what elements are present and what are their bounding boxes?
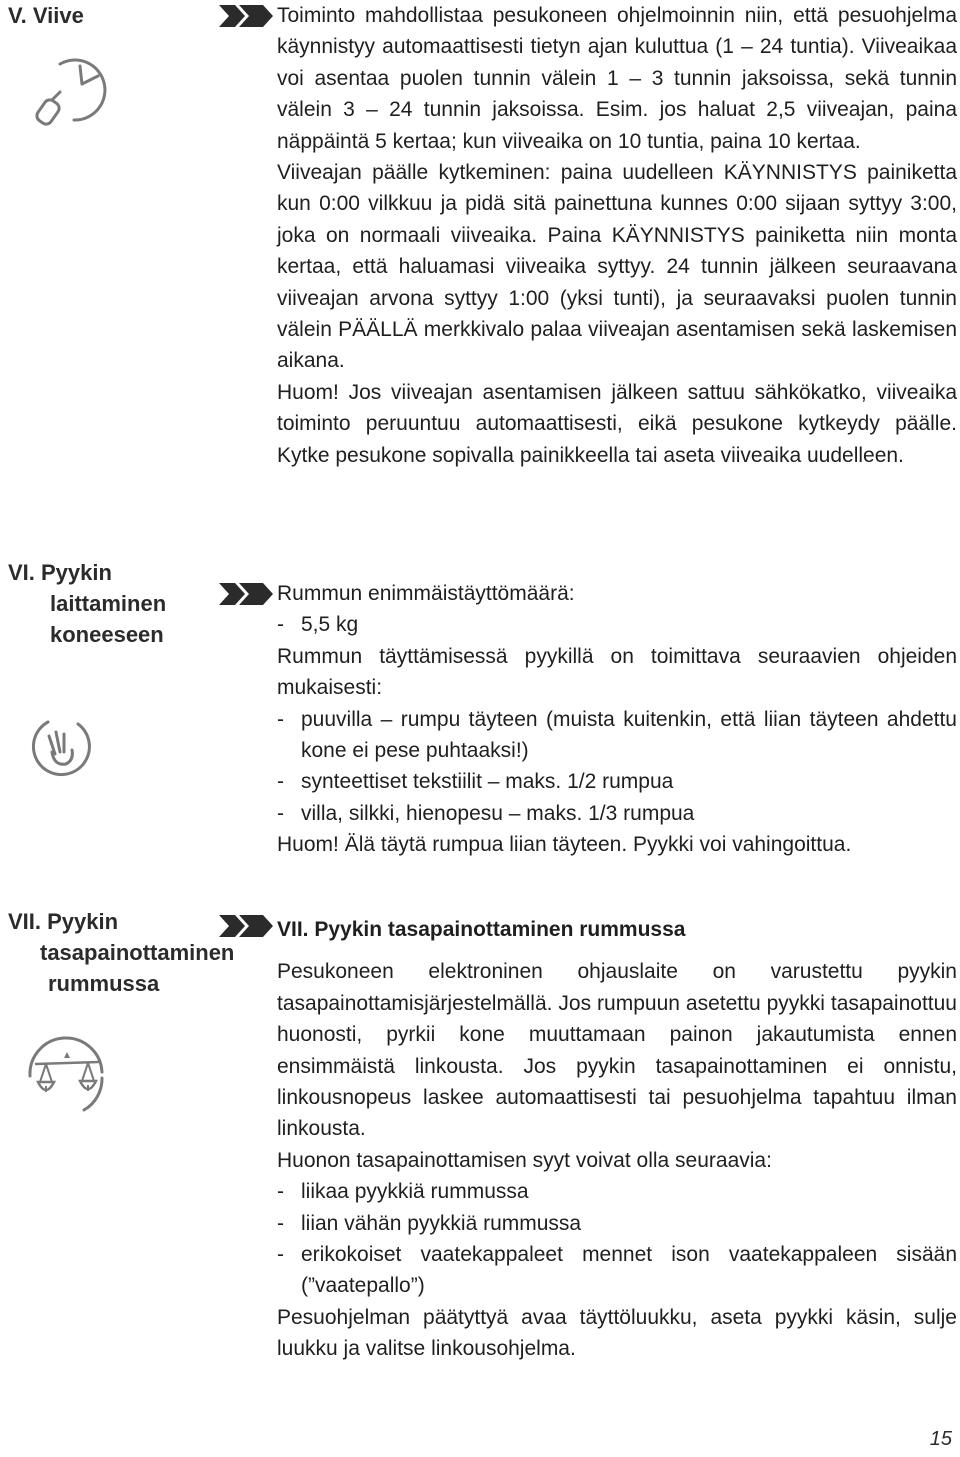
list-item — [277, 1208, 957, 1239]
list-dash: - — [277, 801, 284, 825]
delay-heading-text: V. Viive — [8, 3, 84, 28]
causes-intro: Huonon tasapainottamisen syyt voivat olla seuraavia: — [277, 1148, 772, 1172]
list-item-text: puuvilla – rumpu täyteen (muista kuitenkin, että liian täyteen ahdettu kone ei pese puhtaaksi!) — [301, 707, 957, 763]
hand-in-drum-icon — [26, 712, 96, 782]
list-dash: - — [277, 613, 284, 637]
delay-paragraph: Viiveajan päälle kytkeminen: paina uudelleen KÄYNNISTYS painiketta kun 0:00 vilkkuu ja pidä sitä painettuna kunnes 0:00 sijaan syttyy 3:00, joka on normaali viiveaika. Paina KÄYNNISTYS painiketta niin monta kertaa, että haluamasi viiveaika syttyy. 24 tunnin jälkeen seuraavana viiveajan arvona syttyy 1:00 (yksi tunti), ja seuraavaksi puolen tunnin välein PÄÄLLÄ merkkivalo palaa viiveajan asentamisen sekä laskemisen aikana. — [277, 161, 957, 373]
list-item — [277, 704, 957, 767]
delay-paragraph: Toiminto mahdollistaa pesukoneen ohjelmoinnin niin, että pesuohjelma käynnistyy automaattisesti tietyn ajan kuluttua (1 – 24 tuntia). Viiveaikaa voi asentaa puolen tunnin välein 1 – 3 tunnin jaksoissa, sekä tunnin välein 3 – 24 tunnin jaksoissa. Esim. jos haluat 2,5 viiveajan, paina näppäintä 5 kertaa; kun viiveaika on 10 tuntia, paina 10 kertaa. — [277, 4, 957, 153]
loading-heading-line: VI. Pyykin — [8, 560, 112, 585]
capacity-item — [277, 609, 957, 640]
list-dash: - — [277, 770, 284, 794]
list-item — [277, 1239, 957, 1302]
loading-content — [277, 578, 957, 861]
balancing-title: VII. Pyykin tasapainottaminen rummussa — [277, 918, 686, 941]
loading-note: Huom! Älä täytä rumpua liian täyteen. Pyykki voi vahingoittua. — [277, 833, 852, 857]
list-dash: - — [277, 1211, 284, 1235]
list-item-text: liian vähän pyykkiä rummussa — [301, 1211, 582, 1235]
page-number: 15 — [929, 1428, 952, 1450]
balancing-closing: Pesuohjelman päätyttyä avaa täyttöluukku, aseta pyykki käsin, sulje luukku ja valitse linkousohjelma. — [277, 1305, 957, 1361]
list-item-text: erikokoiset vaatekappaleet mennet ison vaatekappaleen sisään (”vaatepallo”) — [301, 1243, 957, 1298]
section-arrow-icon — [219, 3, 275, 29]
loading-heading-line: laittaminen — [50, 591, 167, 616]
loading-instructions: Rummun täyttämisessä pyykillä on toimittava seuraavien ohjeiden mukaisesti: — [277, 644, 957, 700]
clock-timer-icon — [34, 50, 112, 132]
balancing-paragraph: Pesukoneen elektroninen ohjauslaite on varustettu pyykin tasapainottamisjärjestelmällä. Jos rumpuun asetettu pyykki tasapainottuu huonosti, pyrkii kone muuttamaan painon jakautumista ennen ensimmäistä linkousta. Jos pyykin tasapainottaminen ei onnistu, linkousnopeus laskee automaattisesti tai pesuohjelma tapahtuu ilman linkousta. — [277, 960, 957, 1141]
list-item — [277, 766, 957, 797]
loading-heading-line: koneeseen — [50, 622, 164, 647]
balancing-content — [277, 914, 957, 1365]
balancing-heading-line: tasapainottaminen — [40, 940, 235, 965]
section-arrow-icon — [219, 581, 275, 607]
delay-heading — [8, 0, 84, 31]
balance-drum-icon — [24, 1036, 110, 1118]
section-arrow-icon — [219, 913, 275, 939]
list-item-text: liikaa pyykkiä rummussa — [301, 1180, 529, 1204]
list-item — [277, 798, 957, 829]
delay-paragraph: Huom! Jos viiveajan asentamisen jälkeen sattuu sähkökatko, viiveaika toiminto peruuntuu automaattisesti, eikä pesukone kytkeydy päälle. Kytke pesukone sopivalla painikkeella tai aseta viiveaika uudelleen. — [277, 380, 957, 467]
capacity-value: 5,5 kg — [301, 613, 359, 637]
list-item-text: villa, silkki, hienopesu – maks. 1/3 rumpua — [301, 801, 695, 825]
balancing-heading-line: VII. Pyykin — [8, 909, 119, 934]
list-dash: - — [277, 1180, 284, 1204]
loading-heading — [8, 557, 166, 650]
delay-content — [277, 0, 957, 471]
list-item-text: synteettiset tekstiilit – maks. 1/2 rumpua — [301, 770, 674, 794]
list-dash: - — [277, 707, 284, 731]
balancing-heading — [8, 906, 234, 999]
list-item — [277, 1176, 957, 1207]
list-dash: - — [277, 1243, 284, 1267]
balancing-heading-line: rummussa — [48, 971, 160, 996]
capacity-label: Rummun enimmäistäyttömäärä: — [277, 582, 575, 605]
